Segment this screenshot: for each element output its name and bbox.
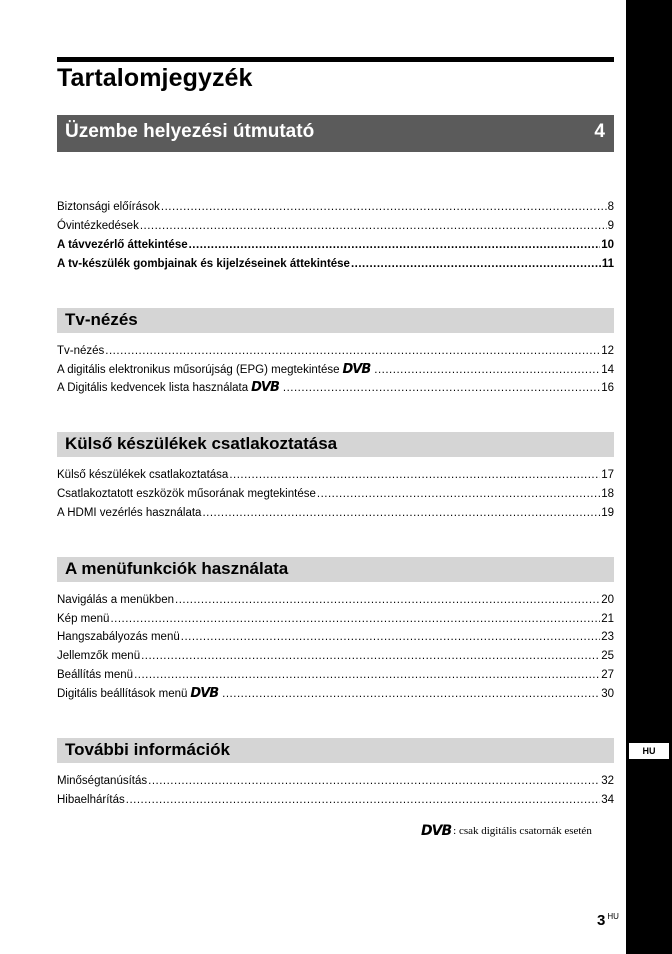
dot-leader xyxy=(317,484,600,504)
toc-entry-safety[interactable]: Biztonsági előírások ..... 8 xyxy=(57,197,614,217)
dot-leader xyxy=(175,590,600,610)
toc-entry[interactable]: Külső készülékek csatlakoztatása ..... 17 xyxy=(57,465,614,485)
dot-leader xyxy=(351,254,601,274)
banner-page: 4 xyxy=(594,121,605,142)
dvb-icon: DVB xyxy=(190,686,219,701)
language-label: HU xyxy=(629,743,669,759)
toc-entry-precautions[interactable]: Óvintézkedések ..... 9 xyxy=(57,216,614,236)
toc-entry[interactable]: A Digitális kedvencek lista használata DVB ..... 16 xyxy=(57,378,614,398)
toc-entry[interactable]: Csatlakoztatott eszközök műsorának megtekintése ..... 18 xyxy=(57,484,614,504)
dot-leader xyxy=(141,646,600,666)
dvb-icon: DVB xyxy=(421,823,452,839)
toc-entry[interactable]: A HDMI vezérlés használata ..... 19 xyxy=(57,503,614,523)
dot-leader xyxy=(126,790,600,810)
dot-leader xyxy=(222,684,600,704)
section-header-tv[interactable]: Tv-nézés xyxy=(57,308,614,333)
toc-entry[interactable]: Minőségtanúsítás ..... 32 xyxy=(57,771,614,791)
toc-entry-buttons[interactable]: A tv-készülék gombjainak és kijelzéseinek áttekintése ..... 11 xyxy=(57,254,614,274)
dvb-icon: DVB xyxy=(251,380,279,395)
toc-entry[interactable]: Kép menü ..... 21 xyxy=(57,609,614,629)
page-number: 3 $^{HU}$ xyxy=(597,912,619,929)
dot-leader xyxy=(374,360,600,380)
section-header-external[interactable]: Külső készülékek csatlakoztatása xyxy=(57,432,614,457)
dvb-legend xyxy=(418,823,592,839)
toc-entry[interactable]: Tv-nézés ..... 12 xyxy=(57,341,614,361)
dot-leader xyxy=(105,341,600,361)
dot-leader xyxy=(202,503,600,523)
page-title: Tartalomjegyzék xyxy=(57,64,253,92)
page-number-lang: HU xyxy=(607,912,619,921)
dot-leader xyxy=(134,665,600,685)
section-header-more-info[interactable]: További információk xyxy=(57,738,614,763)
toc-entry[interactable]: Jellemzők menü ..... 25 xyxy=(57,646,614,666)
toc-entry[interactable]: Hibaelhárítás ..... 34 xyxy=(57,790,614,810)
dot-leader xyxy=(110,609,600,629)
toc-entry[interactable]: Digitális beállítások menü DVB ..... 30 xyxy=(57,684,614,704)
top-rule xyxy=(57,57,614,62)
toc-entry-remote[interactable]: A távvezérlő áttekintése ..... 10 xyxy=(57,235,614,255)
setup-guide-banner[interactable] xyxy=(57,115,614,152)
dot-leader xyxy=(161,197,607,217)
dot-leader xyxy=(189,235,601,255)
dot-leader xyxy=(229,465,600,485)
toc-entry[interactable]: Beállítás menü ..... 27 xyxy=(57,665,614,685)
section-header-menu[interactable]: A menüfunkciók használata xyxy=(57,557,614,582)
dot-leader xyxy=(181,627,600,647)
language-side-tab xyxy=(626,0,672,954)
dot-leader xyxy=(283,378,600,398)
toc-entry[interactable]: Hangszabályozás menü ..... 23 xyxy=(57,627,614,647)
dot-leader xyxy=(148,771,600,791)
legend-text: : csak digitális csatornák esetén xyxy=(453,825,592,837)
banner-title: Üzembe helyezési útmutató xyxy=(65,121,315,142)
toc-entry[interactable]: A digitális elektronikus műsorújság (EPG) megtekintése DVB ..... 14 xyxy=(57,360,614,380)
dot-leader xyxy=(140,216,607,236)
dvb-icon: DVB xyxy=(342,362,371,377)
toc-entry[interactable]: Navigálás a menükben ..... 20 xyxy=(57,590,614,610)
